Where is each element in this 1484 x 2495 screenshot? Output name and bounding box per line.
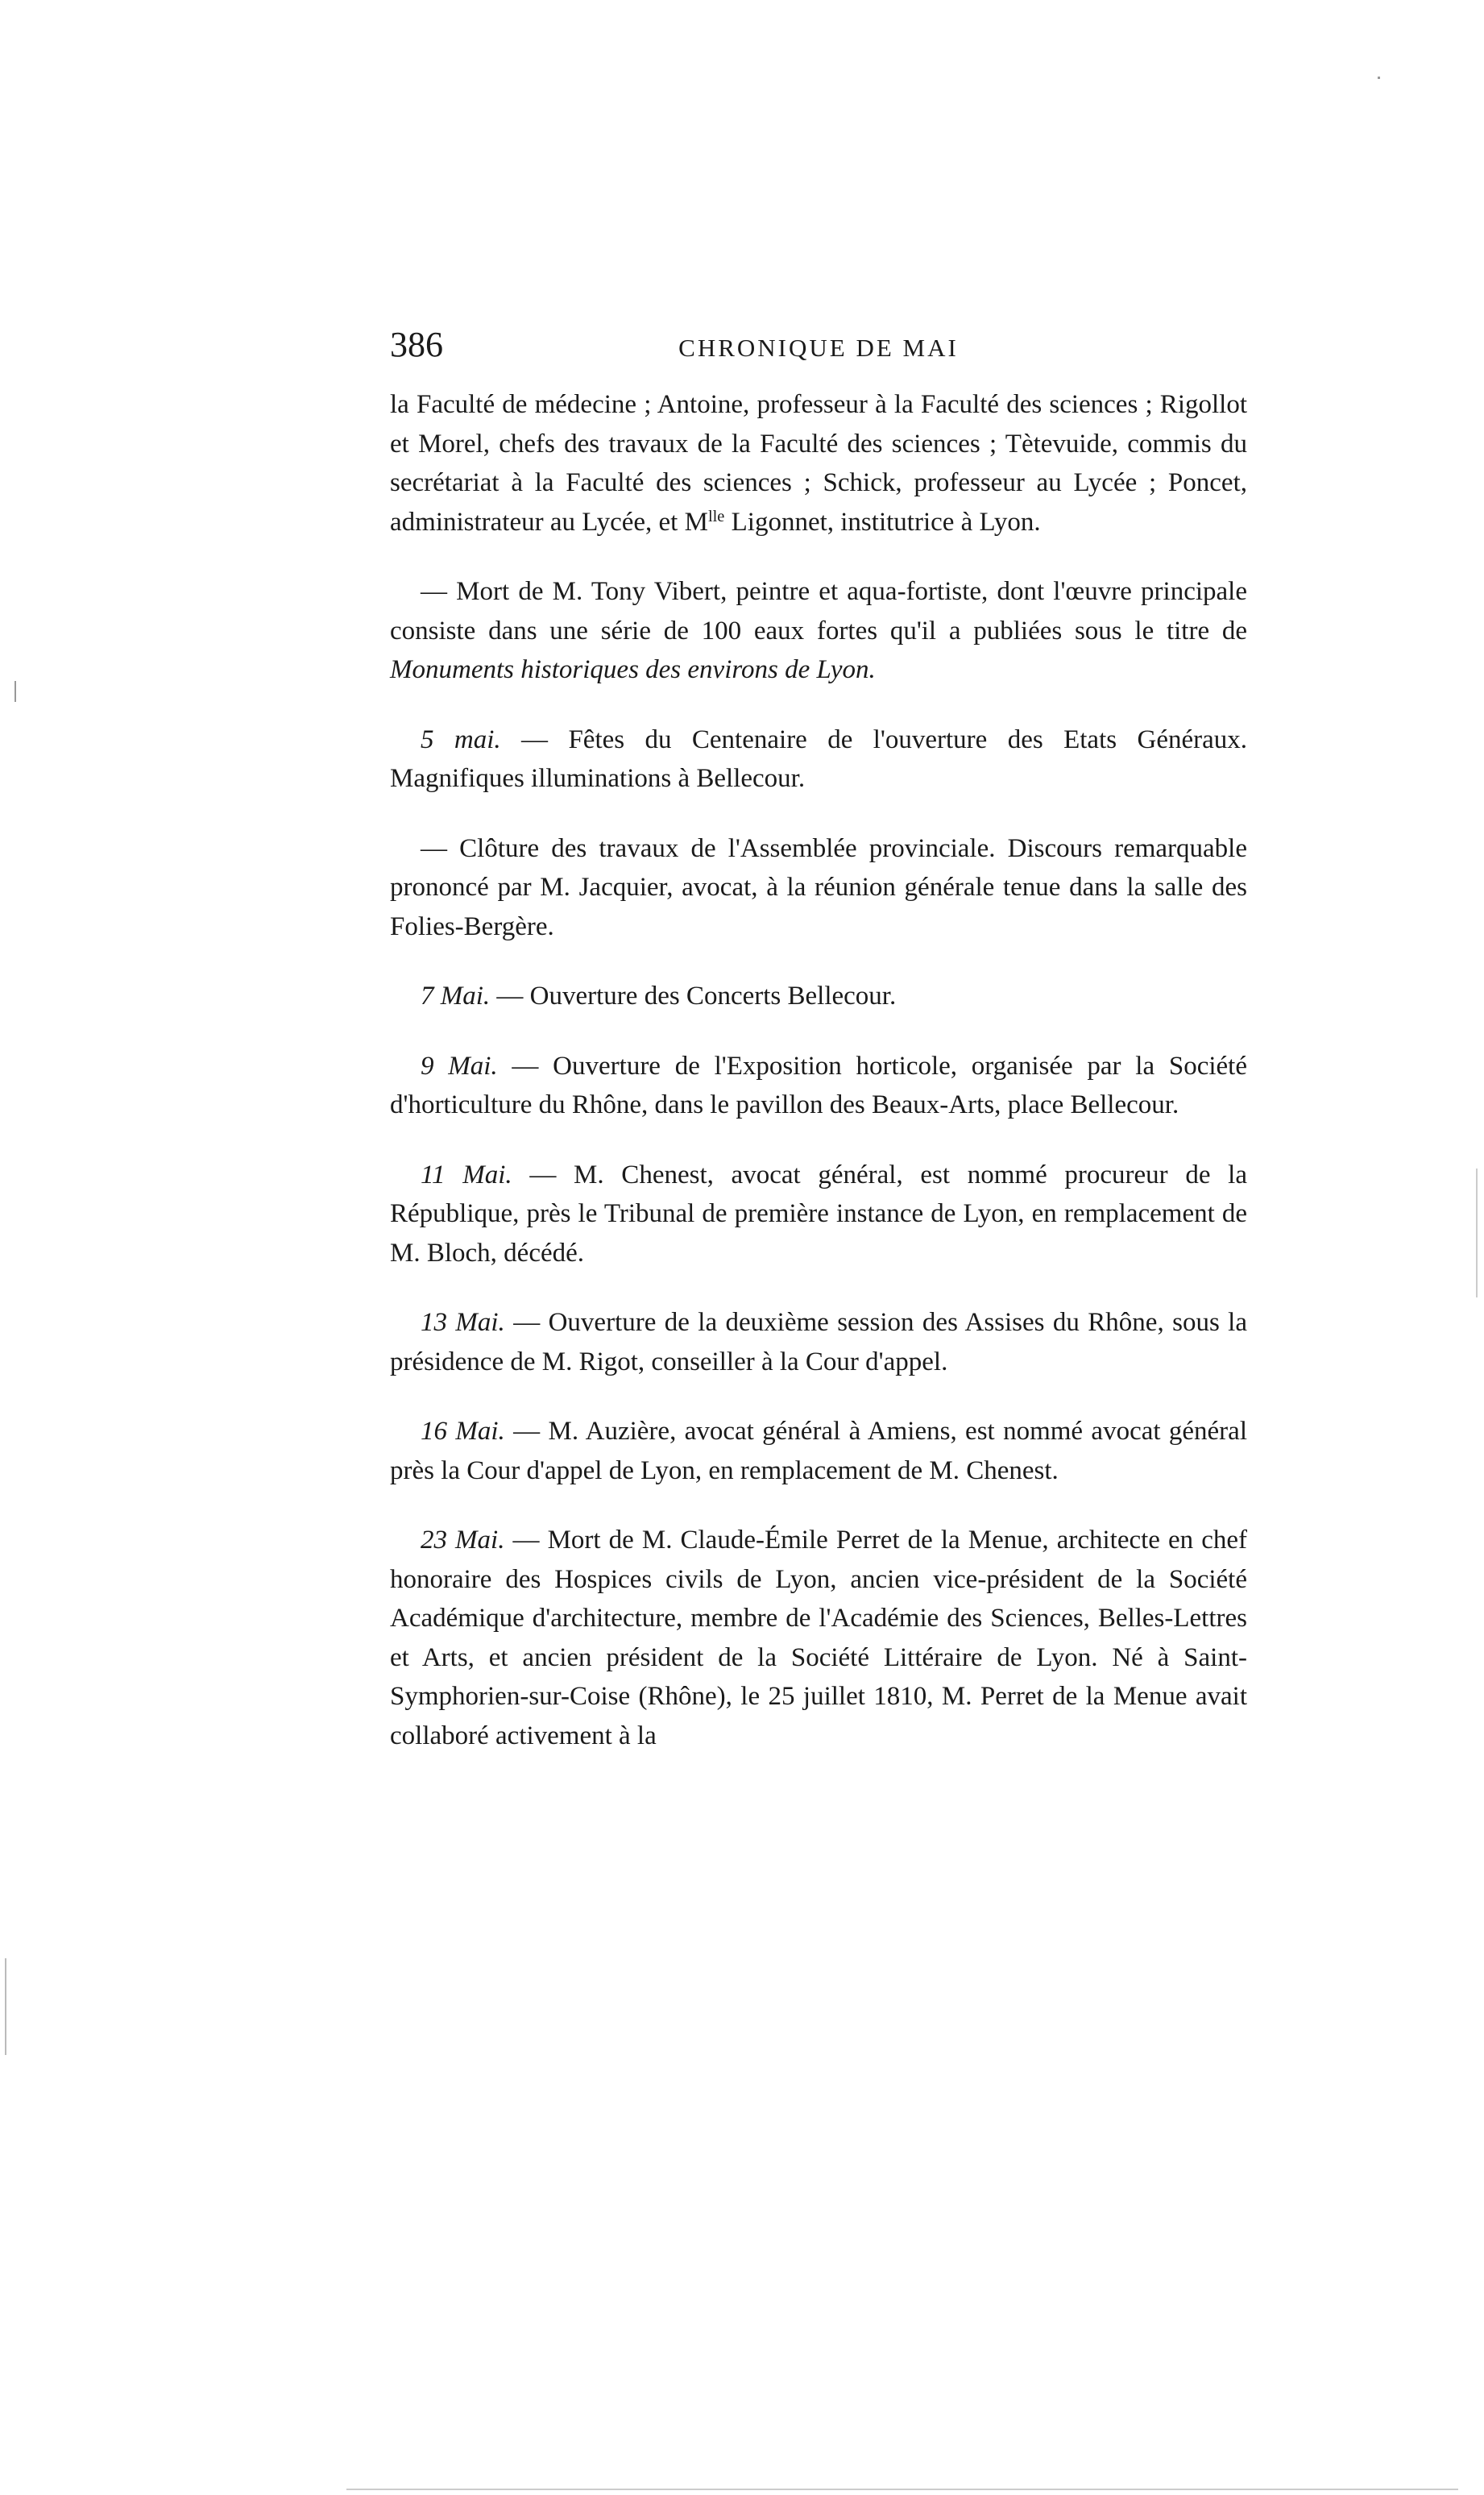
entry-date: 11 Mai. <box>421 1160 512 1189</box>
paragraph-continuation: la Faculté de médecine ; Antoine, professeur à la Faculté des sciences ; Rigollot et Morel, chefs des travaux de la Faculté des sciences ; Tètevuide, commis du secrétariat à la Faculté des sciences ; Schick, professeur au Lycée ; Poncet, administrateur au Lycée, et $M^{lle}$ Ligonnet, institutrice à Lyon. <box>390 390 1247 537</box>
entry-vibert: — Mort de M. Tony Vibert, peintre et aqua-fortiste, dont l'œuvre principale consiste dans une série de 100 eaux fortes qu'il a publiées sous le titre de Monuments historiques des environs de Lyon. <box>390 577 1247 684</box>
entry-9-mai: 9 Mai. — Ouverture de l'Exposition horticole, organisée par la Société d'horticulture du Rhône, dans le pavillon des Beaux-Arts, place Bellecour. <box>390 1051 1247 1119</box>
entry-7-mai: 7 Mai. — Ouverture des Concerts Bellecour. <box>421 982 897 1011</box>
entry-13-mai: 13 Mai. — Ouverture de la deuxième session des Assises du Rhône, sous la présidence de M. Rigot, conseiller à la Cour d'appel. <box>390 1308 1247 1376</box>
scan-speck <box>1476 1169 1478 1297</box>
scan-speck <box>346 2489 1458 2490</box>
page-number: 386 <box>390 325 443 364</box>
entry-11-mai: 11 Mai. — M. Chenest, avocat général, est nommé procureur de la République, près le Tribunal de première instance de Lyon, en remplacement de M. Bloch, décédé. <box>390 1160 1247 1268</box>
page-header <box>390 322 1247 367</box>
entry-23-mai: 23 Mai. — Mort de M. Claude-Émile Perret de la Menue, architecte en chef honoraire des Hospices civils de Lyon, ancien vice-président de la Société Académique d'architecture, membre de l'Académie des Sciences, Belles-Lettres et Arts, et ancien président de la Société Littéraire de Lyon. Né à Saint-Symphorien-sur-Coise (Rhône), le 25 juillet 1810, M. Perret de la Menue avait collaboré activement à la <box>390 1526 1247 1750</box>
running-title: CHRONIQUE DE MAI <box>678 334 959 362</box>
scan-speck <box>5 1958 6 2055</box>
entry-date: 5 mai. <box>421 724 501 754</box>
scan-speck <box>1378 77 1380 79</box>
entry-date: 13 Mai. <box>421 1308 505 1337</box>
scan-speck <box>15 681 16 702</box>
entry-assemblee: — Clôture des travaux de l'Assemblée provinciale. Discours remarquable prononcé par M. Jacquier, avocat, à la réunion générale tenue dans la salle des Folies-Bergère. <box>390 833 1247 941</box>
work-title: Monuments historiques des environs de Lyon. <box>390 655 876 684</box>
entry-16-mai: 16 Mai. — M. Auzière, avocat général à Amiens, est nommé avocat général près la Cour d'appel de Lyon, en remplacement de M. Chenest. <box>390 1417 1247 1485</box>
chronicle-body <box>390 385 1247 1755</box>
entry-date: 16 Mai. <box>421 1417 505 1446</box>
entry-date: 9 Mai. <box>421 1051 498 1081</box>
entry-5-mai: 5 mai. — Fêtes du Centenaire de l'ouverture des Etats Généraux. Magnifiques illuminations à Bellecour. <box>390 724 1247 793</box>
superscript-abbrev: lle <box>707 507 725 525</box>
entry-date: 23 Mai. <box>421 1526 505 1555</box>
entry-date: 7 Mai. <box>421 982 491 1011</box>
